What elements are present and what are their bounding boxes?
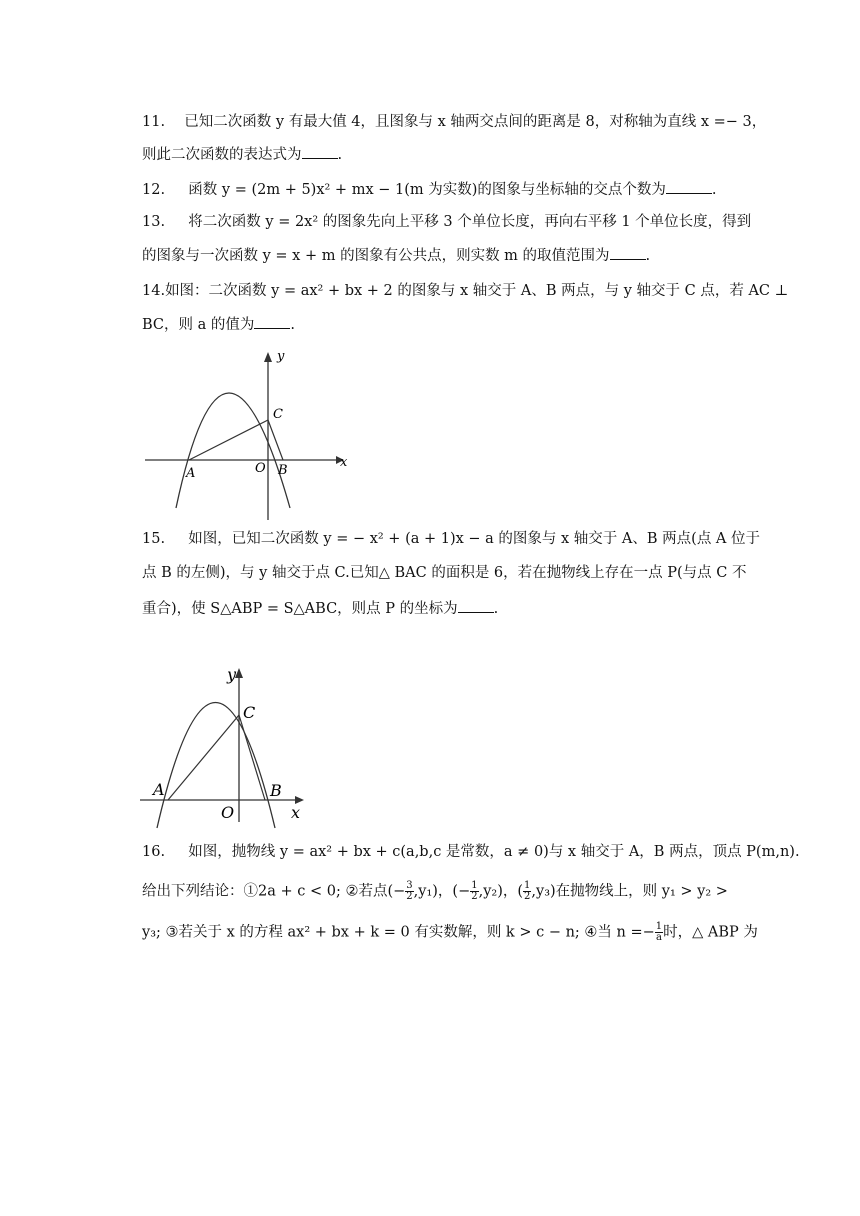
question-text-line2: 点 B 的左侧)，与 y 轴交于点 C.已知△ BAC 的面积是 6，若在抛物线上存在一点 P(与点 C 不 (142, 565, 747, 581)
q15-parabola-figure (135, 662, 315, 832)
question-text-line1: 如图：二次函数 y = ax² + bx + 2 的图象与 x 轴交于 A、B 两点，与 y 轴交于 C 点，若 AC ⊥ (165, 283, 789, 299)
answer-blank (254, 314, 290, 329)
q14-parabola-figure (140, 348, 365, 523)
question-text-line3b: 时，△ ABP 为 (663, 924, 758, 941)
y-axis-arrow (235, 668, 243, 678)
question-16 (142, 842, 800, 862)
question-number: 13. (142, 214, 166, 230)
question-14 (142, 281, 788, 301)
question-text-line2b: ,y₁)，(− (413, 883, 471, 900)
question-text-line3: 重合)，使 S△ABP = S△ABC，则点 P 的坐标为 (142, 601, 458, 617)
question-number: 15. (142, 531, 166, 547)
question-text-line2d: ,y₃)在抛物线上，则 y₁ > y₂ > (531, 883, 728, 900)
question-13 (142, 212, 751, 232)
question-15-line3: 重合)，使 S△ABP = S△ABC，则点 P 的坐标为 . (142, 598, 498, 619)
question-14-line2: BC，则 a 的值为 . (142, 314, 295, 335)
fraction-neg-one-half: $\frac{1}{2}$ (471, 880, 478, 902)
question-text-line1: 函数 y = (2m + 5)x² + mx − 1(m 为实数)的图象与坐标轴的交点个数为 (188, 182, 666, 198)
segment-ac (168, 715, 239, 800)
question-15 (142, 529, 760, 549)
question-12: 12. 函数 y = (2m + 5)x² + mx − 1(m 为实数)的图象与坐标轴的交点个数为 . (142, 179, 717, 200)
label-a: A (153, 780, 165, 799)
question-13-line2: 的图象与一次函数 y = x + m 的图象有公共点，则实数 m 的取值范围为 . (142, 245, 650, 266)
segment-cb (239, 715, 265, 800)
label-b: B (270, 781, 282, 800)
label-y: y (227, 665, 237, 684)
answer-blank (302, 144, 338, 159)
label-x: x (291, 803, 301, 822)
label-o: O (255, 461, 266, 476)
label-x: x (340, 455, 348, 470)
parabola-curve (157, 703, 275, 829)
label-c: C (243, 703, 256, 722)
question-16-line3 (142, 922, 758, 943)
fraction-one-over-a: $\frac{1}{a}$ (655, 921, 663, 943)
question-16-line2 (142, 881, 728, 902)
question-text-line1: 将二次函数 y = 2x² 的图象先向上平移 3 个单位长度，再向右平移 1 个单位长度，得到 (188, 214, 752, 230)
question-text-line2: BC，则 a 的值为 (142, 317, 255, 333)
label-a: A (186, 466, 196, 481)
fraction-neg-three-halves: $\frac{3}{2}$ (406, 880, 413, 902)
question-text-line1: 如图，抛物线 y = ax² + bx + c(a,b,c 是常数，a ≠ 0)与 x 轴交于 A，B 两点，顶点 P(m,n). (188, 844, 800, 860)
answer-blank (458, 598, 494, 613)
question-15-line2 (142, 563, 747, 583)
question-number: 14. (142, 283, 166, 299)
question-number: 11. (142, 114, 166, 130)
question-text-line2c: ,y₂)，( (478, 883, 524, 900)
segment-cb (268, 420, 283, 460)
y-axis-arrow (264, 352, 272, 362)
question-text-line2: 则此二次函数的表达式为 (142, 147, 302, 163)
label-y: y (277, 349, 285, 364)
answer-blank (610, 245, 646, 260)
question-text-line2: 的图象与一次函数 y = x + m 的图象有公共点，则实数 m 的取值范围为 (142, 248, 610, 264)
fraction-one-half: $\frac{1}{2}$ (524, 880, 531, 902)
question-number: 12. (142, 182, 166, 198)
question-11-line2: 则此二次函数的表达式为 . (142, 144, 342, 165)
label-c: C (273, 407, 283, 422)
question-text-line1: 已知二次函数 y 有最大值 4，且图象与 x 轴两交点间的距离是 8，对称轴为直线 x =− 3， (184, 114, 767, 130)
question-text-line3a: y₃; ③若关于 x 的方程 ax² + bx + k = 0 有实数解，则 k > c − n; ④当 n =− (142, 924, 655, 941)
answer-blank (666, 179, 712, 194)
label-o: O (221, 803, 235, 822)
question-11 (142, 112, 766, 132)
label-b: B (278, 463, 288, 478)
question-text-line2a: 给出下列结论：①2a + c < 0; ②若点(− (142, 883, 406, 900)
segment-ac (189, 420, 268, 460)
question-text-line1: 如图，已知二次函数 y = − x² + (a + 1)x − a 的图象与 x 轴交于 A、B 两点(点 A 位于 (188, 531, 761, 547)
question-number: 16. (142, 844, 166, 860)
